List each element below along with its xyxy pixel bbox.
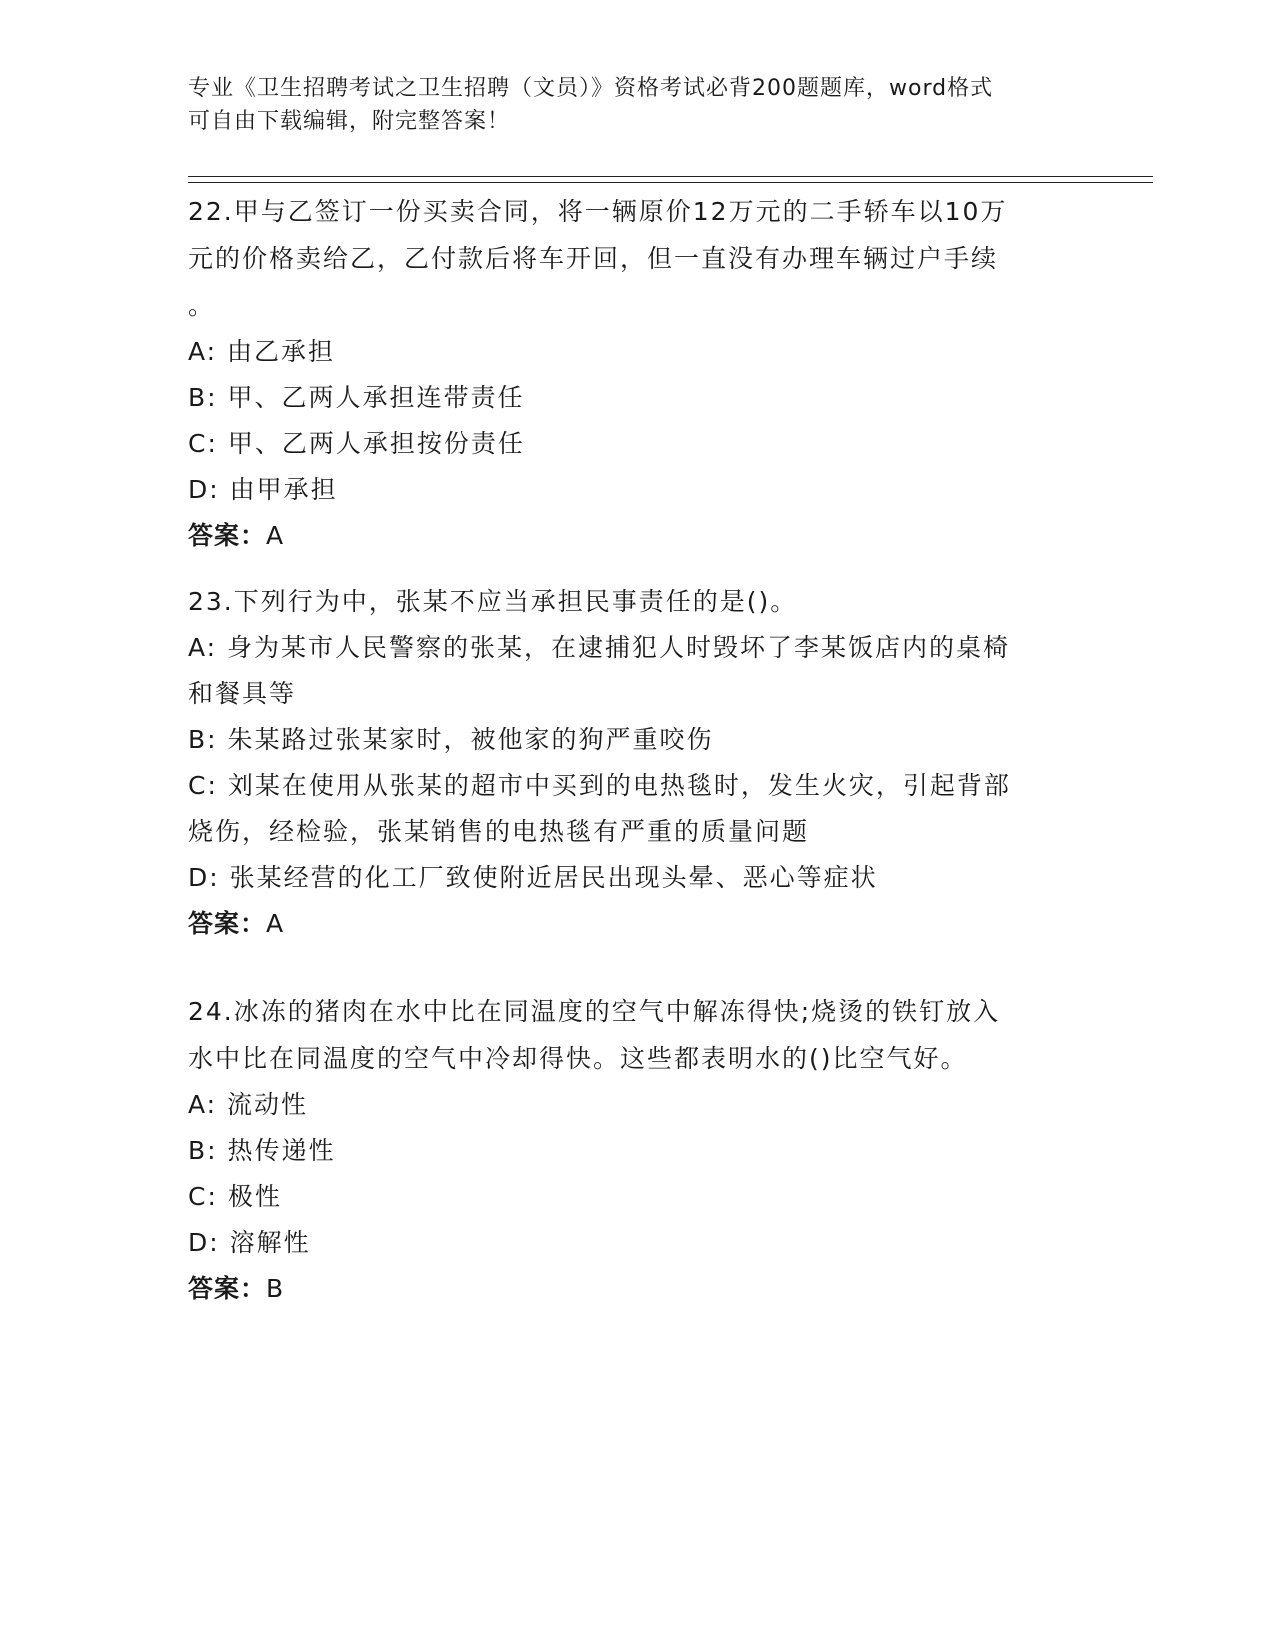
question-22 [188,188,1088,559]
header-line-1: 专业《卫生招聘考试之卫生招聘（文员）》资格考试必背200题题库，word格式 [188,76,994,101]
header-divider-top [188,176,1153,177]
option-c: C: 甲、乙两人承担按份责任 [188,429,525,458]
option-b: B: 甲、乙两人承担连带责任 [188,383,525,412]
question-stem-line: 24.冰冻的猪肉在水中比在同温度的空气中解冻得快;烧烫的铁钉放入 [188,997,1001,1026]
question-stem-line: 水中比在同温度的空气中冷却得快。这些都表明水的()比空气好。 [188,1044,968,1073]
answer-value: A [266,909,284,938]
question-stem-line: 。 [188,291,216,320]
question-stem [188,188,1088,329]
question-stem-line: 23.下列行为中，张某不应当承担民事责任的是()。 [188,587,798,616]
answer-value: B [266,1274,284,1303]
option-b: B: 朱某路过张某家时，被他家的狗严重咬伤 [188,725,714,754]
option-a: A: 流动性 [188,1090,309,1119]
header-line-2: 可自由下载编辑，附完整答案！ [188,109,511,134]
option-c: C: 极性 [188,1182,282,1211]
question-stem [188,578,1088,625]
option-b: B: 热传递性 [188,1136,336,1165]
answer [188,1266,1088,1312]
header-divider-bottom [188,182,1153,183]
answer-label: 答案： [188,909,267,938]
answer [188,513,1088,559]
question-23 [188,578,1088,947]
document-header [188,72,1088,138]
question-stem-line: 元的价格卖给乙，乙付款后将车开回，但一直没有办理车辆过户手续 [188,244,999,273]
option-d: D: 溶解性 [188,1228,311,1257]
option-a: A: 身为某市人民警察的张某，在逮捕犯人时毁坏了李某饭店内的桌椅 和餐具等 [188,633,1011,708]
option-c: C: 刘某在使用从张某的超市中买到的电热毯时，发生火灾，引起背部 烧伤，经检验，张某销售的电热毯有严重的质量问题 [188,771,1011,846]
answer-value: A [266,521,284,550]
option-d: D: 由甲承担 [188,475,338,504]
option-a: A: 由乙承担 [188,337,336,366]
question-24 [188,988,1088,1312]
question-stem-line: 22.甲与乙签订一份买卖合同，将一辆原价12万元的二手轿车以10万 [188,197,1008,226]
answer-label: 答案： [188,521,267,550]
answer-label: 答案： [188,1274,267,1303]
question-stem [188,988,1088,1082]
answer [188,901,1088,947]
option-d: D: 张某经营的化工厂致使附近居民出现头晕、恶心等症状 [188,863,878,892]
